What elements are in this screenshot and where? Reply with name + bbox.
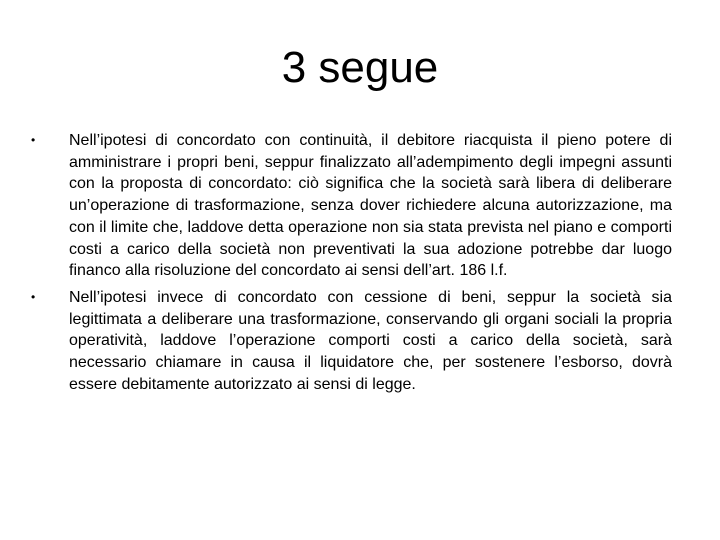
bullet-item-cession: [31, 287, 672, 396]
bullet-marker: •: [31, 289, 36, 304]
bullet-text: Nell’ipotesi invece di concordato con cessione di beni, seppur la società sia legittimata a deliberare una trasformazione, conservando gli organi sociali la propria operatività, laddove l’operazione comporti costi a carico della società, sarà necessario chiamare in causa il liquidatore che, per sostenere l’esborso, dovrà essere debitamente autorizzato ai sensi di legge.: [69, 288, 672, 393]
slide-title: 3 segue: [281, 43, 439, 92]
bullet-marker: •: [31, 133, 36, 147]
bullet-item-continuity: [31, 130, 672, 282]
bullet-text: Nell’ipotesi di concordato con continuità, il debitore riacquista il pieno potere di amministrare i propri beni, seppur finalizzato all’adempimento degli impegni assunti con la proposta di concordato: ciò significa che la società sarà libera di deliberare un’operazione di trasformazione, senza dover richiedere alcuna autorizzazione, ma con il limite che, laddove detta operazione non sia stata prevista nel piano e comporti costi a carico della società non preventivati la sua adozione potrebbe dar luogo financo alla risoluzione del concordato ai sensi dell’art. 186 l.f.: [69, 132, 672, 280]
bullet-list: [0, 130, 720, 400]
